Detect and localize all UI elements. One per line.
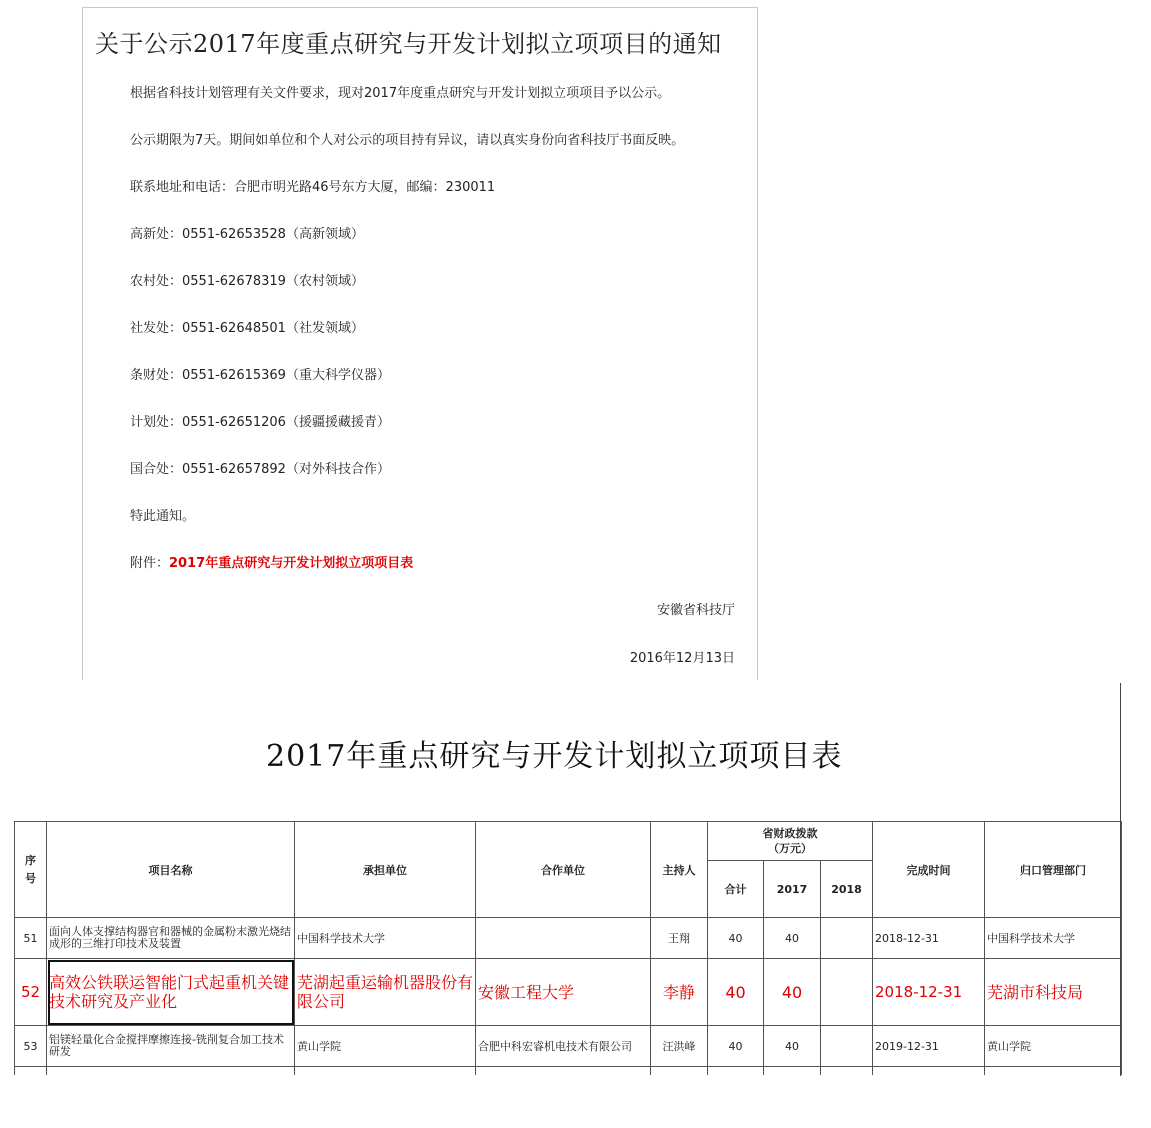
cell-seq[interactable]: 53 — [15, 1026, 47, 1067]
cell-empty — [821, 1067, 873, 1075]
notice-contact-phone: 国合处：0551-62657892（对外科技合作） — [130, 462, 390, 477]
cell-empty — [15, 1067, 47, 1075]
table-row[interactable] — [15, 918, 1122, 959]
header-project-name: 项目名称 — [47, 822, 295, 918]
cell-project-name[interactable]: 面向人体支撑结构器官和器械的金属粉末激光烧结成形的三维打印技术及装置 — [47, 918, 295, 959]
header-undertaker: 承担单位 — [295, 822, 476, 918]
cell-empty — [985, 1067, 1122, 1075]
cell-completion[interactable]: 2019-12-31 — [873, 1026, 985, 1067]
cell-total[interactable]: 40 — [708, 918, 764, 959]
notice-closing: 特此通知。 — [130, 509, 196, 524]
cell-completion[interactable]: 2018-12-31 — [873, 918, 985, 959]
cell-completion[interactable]: 2018-12-31 — [873, 959, 985, 1026]
notice-contact-address: 联系地址和电话：合肥市明光路46号东方大厦，邮编：230011 — [130, 180, 496, 195]
cell-department[interactable]: 中国科学技术大学 — [985, 918, 1122, 959]
cell-seq[interactable]: 52 — [15, 959, 47, 1026]
project-sheet — [0, 683, 1151, 1128]
notice-contact-phone: 社发处：0551-62648501（社发领域） — [130, 321, 364, 336]
header-funding-label: 省财政拨款 — [762, 827, 818, 840]
table-row[interactable] — [15, 959, 1122, 1026]
header-seq-label: 序号 — [25, 853, 36, 885]
notice-title: 关于公示2017年度重点研究与开发计划拟立项项目的通知 — [95, 30, 722, 58]
notice-panel — [82, 7, 758, 680]
notice-signature: 安徽省科技厅 — [656, 603, 735, 618]
cell-2018[interactable] — [821, 918, 873, 959]
notice-contact-phone: 高新处：0551-62653528（高新领域） — [130, 227, 364, 242]
header-2017: 2017 — [764, 861, 821, 918]
cell-2017[interactable]: 40 — [764, 918, 821, 959]
cell-department[interactable]: 黄山学院 — [985, 1026, 1122, 1067]
cell-department[interactable]: 芜湖市科技局 — [985, 959, 1122, 1026]
attachment-label: 附件： — [130, 556, 170, 571]
cell-partner[interactable] — [476, 918, 651, 959]
cell-2018[interactable] — [821, 959, 873, 1026]
cell-total[interactable]: 40 — [708, 959, 764, 1026]
notice-contact-phone: 计划处：0551-62651206（援疆援藏援青） — [130, 415, 390, 430]
cell-empty — [764, 1067, 821, 1075]
header-completion: 完成时间 — [873, 822, 985, 918]
attachment-link[interactable]: 2017年重点研究与开发计划拟立项项目表 — [169, 556, 414, 571]
cell-2018[interactable] — [821, 1026, 873, 1067]
cell-empty — [476, 1067, 651, 1075]
cell-host[interactable]: 王翔 — [651, 918, 708, 959]
cell-undertaker[interactable]: 黄山学院 — [295, 1026, 476, 1067]
header-total: 合计 — [708, 861, 764, 918]
header-funding-unit: （万元） — [768, 842, 812, 855]
table-header-row — [15, 822, 1122, 861]
header-seq — [15, 822, 47, 918]
cell-2017[interactable]: 40 — [764, 1026, 821, 1067]
notice-contact-phone: 条财处：0551-62615369（重大科学仪器） — [130, 368, 390, 383]
cell-empty — [708, 1067, 764, 1075]
cell-undertaker[interactable]: 芜湖起重运输机器股份有限公司 — [295, 959, 476, 1026]
header-department: 归口管理部门 — [985, 822, 1122, 918]
cell-host[interactable]: 李静 — [651, 959, 708, 1026]
notice-paragraph: 根据省科技计划管理有关文件要求，现对2017年度重点研究与开发计划拟立项项目予以公示。 — [130, 86, 671, 101]
header-funding — [708, 822, 873, 861]
cell-partner[interactable]: 合肥中科宏睿机电技术有限公司 — [476, 1026, 651, 1067]
cell-project-name-selected[interactable]: 高效公铁联运智能门式起重机关键技术研究及产业化 — [47, 959, 295, 1026]
cell-seq[interactable]: 51 — [15, 918, 47, 959]
notice-contact-phone: 农村处：0551-62678319（农村领域） — [130, 274, 364, 289]
header-host: 主持人 — [651, 822, 708, 918]
cell-undertaker[interactable]: 中国科学技术大学 — [295, 918, 476, 959]
notice-attachment — [130, 552, 413, 571]
notice-paragraph: 公示期限为7天。期间如单位和个人对公示的项目持有异议，请以真实身份向省科技厅书面反映。 — [130, 133, 685, 148]
cell-partner[interactable]: 安徽工程大学 — [476, 959, 651, 1026]
sheet-title: 2017年重点研究与开发计划拟立项项目表 — [266, 739, 843, 774]
header-2018: 2018 — [821, 861, 873, 918]
cell-total[interactable]: 40 — [708, 1026, 764, 1067]
notice-date: 2016年12月13日 — [629, 651, 735, 666]
project-table — [14, 821, 1122, 1075]
cell-empty — [873, 1067, 985, 1075]
cell-empty — [295, 1067, 476, 1075]
header-partner: 合作单位 — [476, 822, 651, 918]
cell-empty — [651, 1067, 708, 1075]
table-row-partial — [15, 1067, 1122, 1075]
cell-2017[interactable]: 40 — [764, 959, 821, 1026]
table-row[interactable] — [15, 1026, 1122, 1067]
cell-empty — [47, 1067, 295, 1075]
cell-host[interactable]: 汪洪峰 — [651, 1026, 708, 1067]
cell-project-name[interactable]: 铝镁轻量化合金搅拌摩擦连接-铣削复合加工技术研发 — [47, 1026, 295, 1067]
